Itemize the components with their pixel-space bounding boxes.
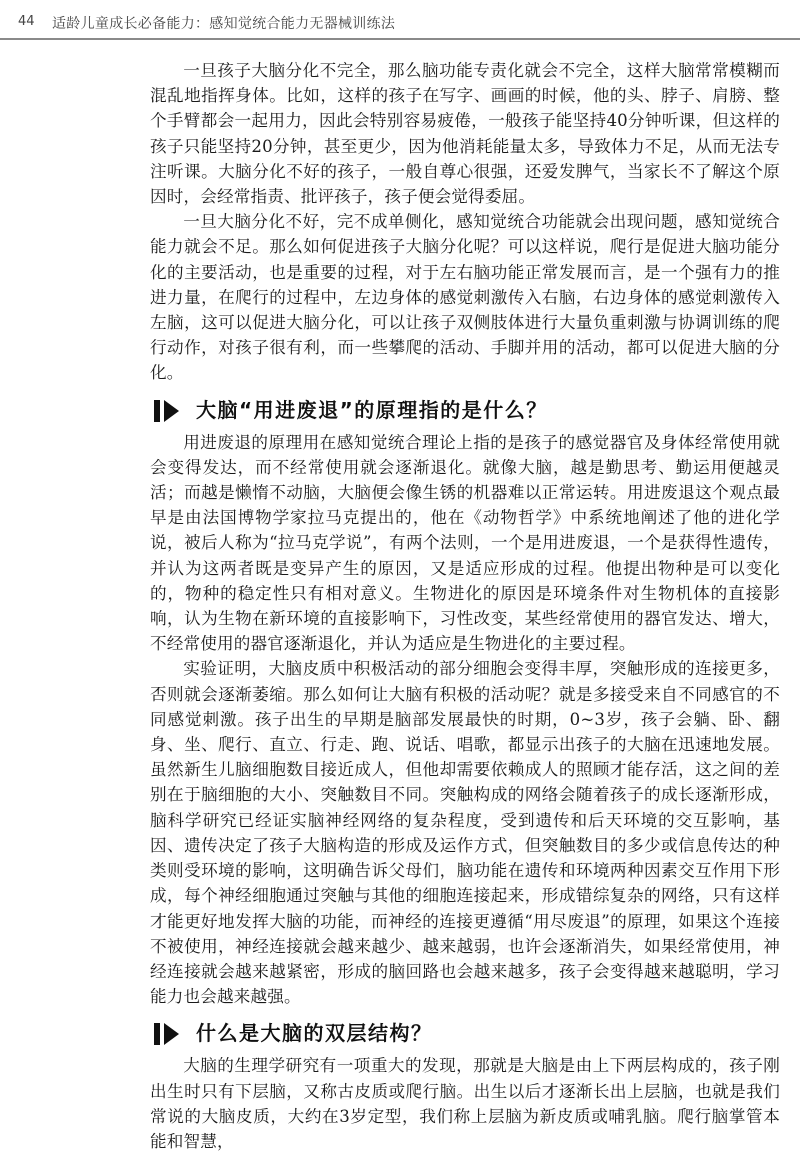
page-body [150,58,780,1154]
body-paragraph: 大脑的生理学研究有一项重大的发现，那就是大脑是由上下两层构成的，孩子刚出生时只有下层脑，又称古皮质或爬行脑。出生以后才逐渐长出上层脑，也就是我们常说的大脑皮质，大约在3岁定型，我们称上层脑为新皮质或哺乳脑。爬行脑掌管本能和智慧， [150,1056,780,1151]
body-paragraph: 用进废退的原理用在感知觉统合理论上指的是孩子的感觉器官及身体经常使用就会变得发达，而不经常使用就会逐渐退化。就像大脑，越是勤思考、勤运用便越灵活；而越是懒惰不动脑，大脑便会像生锈的机器难以正常运转。用进废退这个观点最早是由法国博物学家拉马克提出的，他在《动物哲学》中系统地阐述了他的进化学说，被后人称为“拉马克学说”，有两个法则，一个是用进废退，一个是获得性遗传，并认为这两者既是变异产生的原因，又是适应形成的过程。他提出物种是可以变化的，物种的稳定性只有相对意义。生物进化的原因是环境条件对生物机体的直接影响，认为生物在新环境的直接影响下，习性改变，某些经常使用的器官发达、增大，不经常使用的器官逐渐退化，并认为适应是生物进化的主要过程。 [150,432,780,654]
section-heading-text: 大脑“用进废退”的原理指的是什么？ [196,397,548,422]
body-paragraph: 实验证明，大脑皮质中积极活动的部分细胞会变得丰厚，突触形成的连接更多，否则就会逐渐萎缩。那么如何让大脑有积极的活动呢？就是多接受来自不同感官的不同感觉刺激。孩子出生的早期是脑部发展最快的时期，0~3岁，孩子会躺、卧、翻身、坐、爬行、直立、行走、跑、说话、唱歌，都显示出孩子的大脑在迅速地发展。虽然新生儿脑细胞数目接近成人，但他却需要依赖成人的照顾才能存活，这之间的差别在于脑细胞的大小、突触数目不同。突触构成的网络会随着孩子的成长逐渐形成，脑科学研究已经证实脑神经网络的复杂程度，受到遗传和后天环境的交互影响，基因、遗传决定了孩子大脑构造的形成及运作方式，但突触数目的多少或信息传达的种类则受环境的影响，这明确告诉父母们，脑功能在遗传和环境两种因素交互作用下形成，每个神经细胞通过突触与其他的细胞连接起来，形成错综复杂的网络，只有这样才能更好地发挥大脑的功能，而神经的连接更遵循“用尽废退”的原理，如果这个连接不被使用，神经连接就会越来越少、越来越弱，也许会逐渐消失，如果经常使用，神经连接就会越来越紧密，形成的脑回路也会越来越多，孩子会变得越来越聪明，学习能力也会越来越强。 [150,659,780,1007]
page-number: 44 [18,14,35,29]
section-heading [150,395,780,425]
page-header [0,0,800,40]
body-paragraph: 一旦大脑分化不好，完不成单侧化，感知觉统合功能就会出现问题，感知觉统合能力就会不足。那么如何促进孩子大脑分化呢？可以这样说，爬行是促进大脑功能分化的主要活动，也是重要的过程，对于左右脑功能正常发展而言，是一个强有力的推进力量，在爬行的过程中，左边身体的感觉刺激传入右脑，右边身体的感觉刺激传入左脑，这可以促进大脑分化，可以让孩子双侧肢体进行大量负重刺激与协调训练的爬行动作，对孩子很有利，而一些攀爬的活动、手脚并用的活动，都可以促进大脑的分化。 [150,212,780,383]
heading-arrow-icon [154,400,184,422]
header-rule [0,38,800,40]
running-title: 适龄儿童成长必备能力：感知觉统合能力无器械训练法 [52,16,396,32]
section-heading-text: 什么是大脑的双层结构？ [196,1021,433,1046]
body-paragraph: 一旦孩子大脑分化不完全，那么脑功能专责化就会不完全，这样大脑常常模糊而混乱地指挥身体。比如，这样的孩子在写字、画画的时候，他的头、脖子、肩膀、整个手臂都会一起用力，因此会特别容易疲倦，一般孩子能坚持40分钟听课，但这样的孩子只能坚持20分钟，甚至更少，因为他消耗能量太多，导致体力不足，从而无法专注听课。大脑分化不好的孩子，一般自尊心很强，还爱发脾气，当家长不了解这个原因时，会经常指责、批评孩子，孩子便会觉得委屈。 [150,61,780,207]
section-heading [150,1018,780,1048]
heading-arrow-icon [154,1023,184,1045]
